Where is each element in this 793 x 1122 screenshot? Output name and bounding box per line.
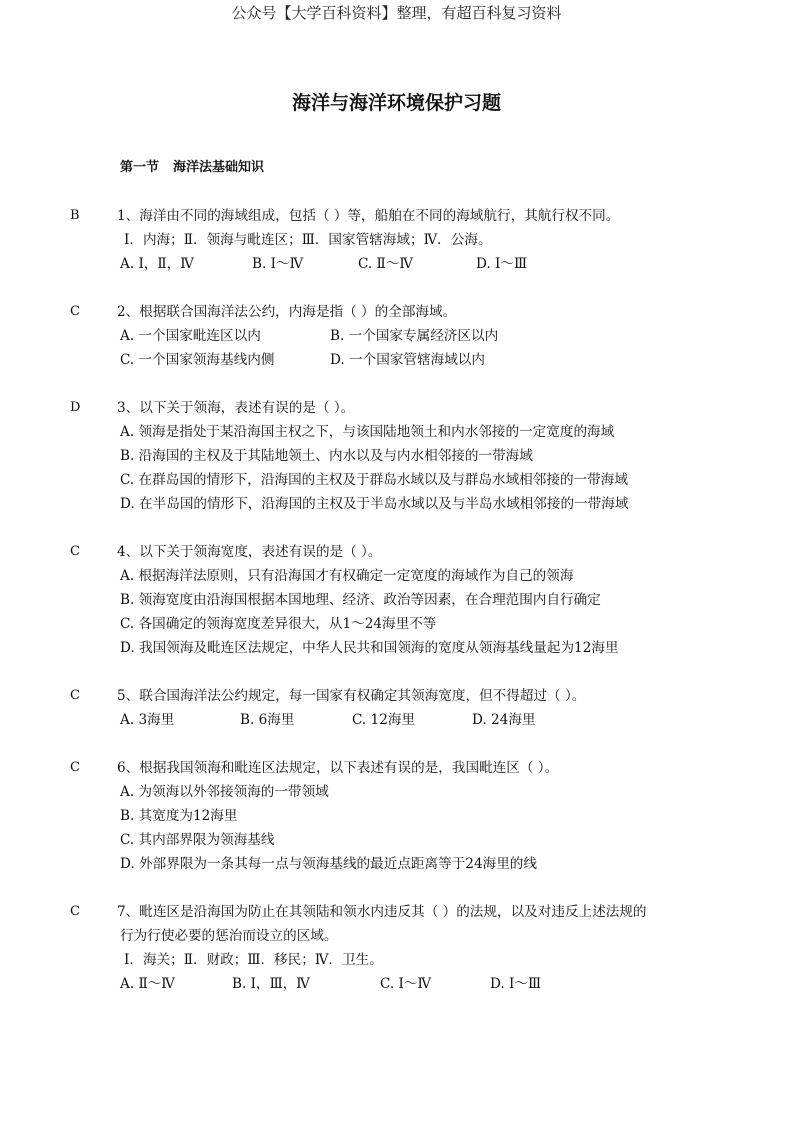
option-row [0, 828, 793, 852]
section-heading [120, 158, 278, 178]
question-line [0, 540, 793, 564]
option-row [0, 492, 793, 516]
option-row [0, 468, 793, 492]
option-row [0, 780, 793, 804]
option-row [0, 972, 793, 996]
question-stem: 1、海洋由不同的海域组成，包括（ ）等，船舶在不同的海域航行，其航行权不同。 [117, 208, 620, 224]
answer-option: D. 我国领海及毗连区法规定，中华人民共和国领海的宽度从领海基线量起为12海里 [120, 640, 619, 656]
answer-option: C. Ⅰ～Ⅳ [380, 976, 432, 992]
question-item [0, 900, 793, 996]
question-item [0, 684, 793, 732]
answer-option: A. 3海里 [120, 712, 175, 728]
answer-option: C. 12海里 [352, 712, 416, 728]
question-item [0, 756, 793, 876]
answer-option: B. 6海里 [240, 712, 295, 728]
answer-option: B. Ⅰ～Ⅳ [252, 256, 304, 272]
option-row [0, 636, 793, 660]
question-stem: 2、根据联合国海洋法公约，内海是指（ ）的全部海域。 [117, 304, 457, 320]
answer-option: A. 根据海洋法原则，只有沿海国才有权确定一定宽度的海域作为自己的领海 [120, 568, 574, 584]
question-line [0, 756, 793, 780]
answer-option: C. 在群岛国的情形下，沿海国的主权及于群岛水域以及与群岛水域相邻接的一带海域 [120, 472, 628, 488]
answer-option: D. 在半岛国的情形下，沿海国的主权及于半岛水域以及与半岛水域相邻接的一带海域 [120, 496, 629, 512]
answer-key: C [70, 544, 80, 559]
question-item [0, 396, 793, 516]
answer-option: D. 外部界限为一条其每一点与领海基线的最近点距离等于24海里的线 [120, 856, 537, 872]
question-subitems [0, 228, 793, 252]
answer-option: D. 24海里 [472, 712, 536, 728]
answer-option: C. Ⅱ～Ⅳ [358, 256, 413, 272]
question-item [0, 204, 793, 276]
answer-key: C [70, 760, 80, 775]
answer-key: C [70, 688, 80, 703]
answer-key: C [70, 904, 80, 919]
option-row [0, 852, 793, 876]
page-header: 公众号【大学百科资料】整理，有超百科复习资料 [231, 4, 562, 22]
answer-key: C [70, 304, 80, 319]
answer-option: D. 一个国家管辖海域以内 [330, 352, 485, 368]
answer-option: A. 一个国家毗连区以内 [120, 328, 261, 344]
answer-option: B. 其宽度为12海里 [120, 808, 238, 824]
answer-option: B. 领海宽度由沿海国根据本国地理、经济、政治等因素，在合理范围内自行确定 [120, 592, 601, 608]
option-row [0, 612, 793, 636]
question-stem: 3、以下关于领海，表述有误的是（ ）。 [117, 400, 355, 416]
option-row [0, 708, 793, 732]
answer-option: A. 为领海以外邻接领海的一带领域 [120, 784, 329, 800]
option-row [0, 564, 793, 588]
subitem-list: Ⅰ．海关；Ⅱ．财政；Ⅲ．移民；Ⅳ．卫生。 [124, 952, 383, 968]
question-stem: 行为行使必要的惩治而设立的区域。 [120, 928, 338, 944]
section-name: 海洋法基础知识 [173, 160, 265, 175]
option-row [0, 804, 793, 828]
answer-key: D [70, 400, 81, 415]
question-line [0, 204, 793, 228]
answer-option: B. 一个国家专属经济区以内 [330, 328, 499, 344]
option-row [0, 324, 793, 348]
answer-key: B [70, 208, 80, 223]
answer-option: A. Ⅰ，Ⅱ，Ⅳ [120, 256, 194, 272]
question-subitems [0, 948, 793, 972]
question-stem: 4、以下关于领海宽度，表述有误的是（ ）。 [117, 544, 382, 560]
section-number: 第一节 [120, 160, 160, 175]
answer-option: C. 一个国家领海基线内侧 [120, 352, 275, 368]
question-stem: 6、根据我国领海和毗连区法规定，以下表述有误的是，我国毗连区（ ）。 [117, 760, 559, 776]
answer-option: D. Ⅰ～Ⅲ [490, 976, 542, 992]
answer-option: A. 领海是指处于某沿海国主权之下，与该国陆地领土和内水邻接的一定宽度的海域 [120, 424, 615, 440]
option-row [0, 348, 793, 372]
question-item [0, 540, 793, 660]
answer-option: C. 其内部界限为领海基线 [120, 832, 275, 848]
answer-option: C. 各国确定的领海宽度差异很大，从1～24海里不等 [120, 616, 437, 632]
question-stem: 5、联合国海洋法公约规定，每一国家有权确定其领海宽度，但不得超过（ ）。 [117, 688, 586, 704]
answer-option: A. Ⅱ～Ⅳ [120, 976, 175, 992]
question-line [0, 924, 793, 948]
question-line [0, 900, 793, 924]
subitem-list: Ⅰ．内海；Ⅱ．领海与毗连区；Ⅲ．国家管辖海域；Ⅳ．公海。 [124, 232, 492, 248]
answer-option: B. Ⅰ，Ⅲ，Ⅳ [232, 976, 310, 992]
question-line [0, 396, 793, 420]
question-item [0, 300, 793, 372]
question-list [0, 204, 793, 1020]
option-row [0, 444, 793, 468]
option-row [0, 588, 793, 612]
question-line [0, 684, 793, 708]
option-row [0, 252, 793, 276]
page-title: 海洋与海洋环境保护习题 [291, 92, 501, 114]
answer-option: D. Ⅰ～Ⅲ [476, 256, 528, 272]
answer-option: B. 沿海国的主权及于其陆地领土、内水以及与内水相邻接的一带海域 [120, 448, 533, 464]
question-stem: 7、毗连区是沿海国为防止在其领陆和领水内违反其（ ）的法规，以及对违反上述法规的 [117, 904, 647, 920]
question-line [0, 300, 793, 324]
option-row [0, 420, 793, 444]
